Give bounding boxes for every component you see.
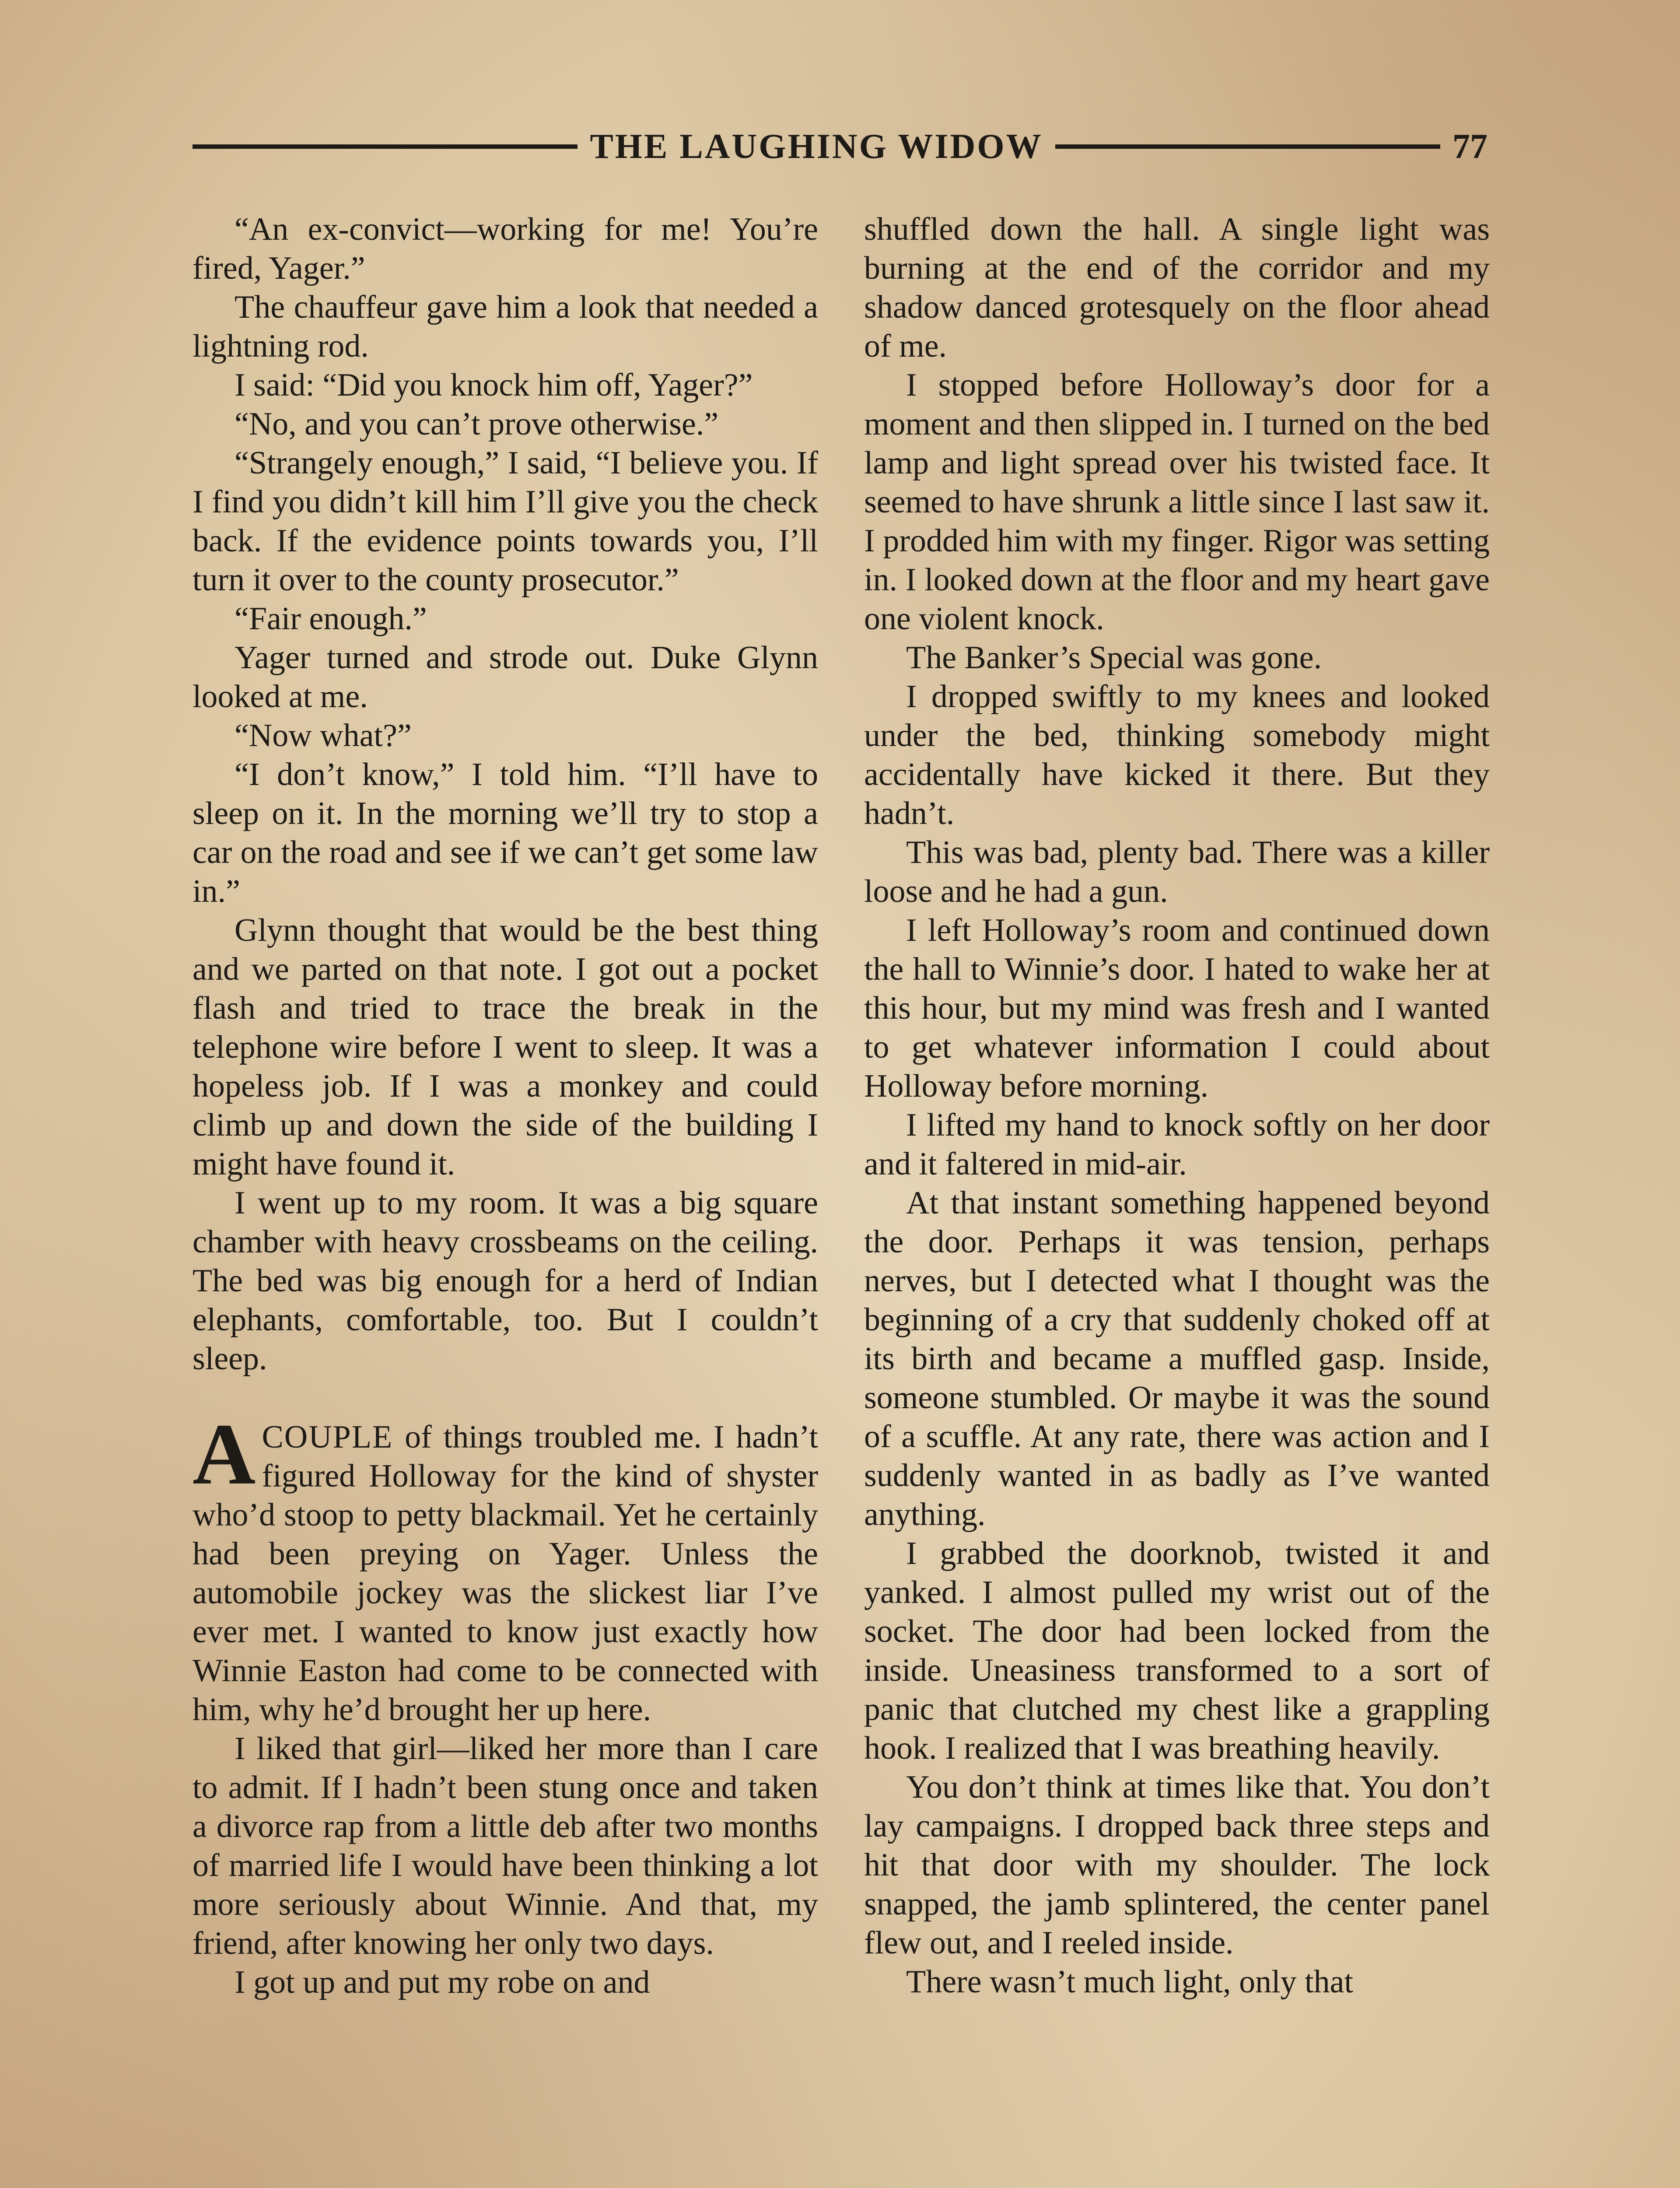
paragraph: This was bad, plenty bad. There was a killer loose and he had a gun. [864, 835, 1490, 909]
paragraph: Yager turned and strode out. Duke Glynn looked at me. [192, 640, 818, 715]
paragraph: There wasn’t much light, only that [906, 1964, 1354, 2000]
drop-cap: A [192, 1406, 256, 1503]
paragraph: You don’t think at times like that. You don’t lay campaigns. I dropped back three steps and hit that door with my shoulder. The lock snapped, the jamb splintered, the center panel flew out, and I reeled inside. [864, 1769, 1490, 1961]
paragraph: “Now what?” [234, 718, 412, 754]
continued-paragraph: shuffled down the hall. A single light was burning at the end of the corridor and my shadow danced grotesquely on the floor ahead of me. [864, 211, 1490, 364]
paragraph: I dropped swiftly to my knees and looked under the bed, thinking somebody might accidentally have kicked it there. But they hadn’t. [864, 679, 1490, 831]
paragraph: I said: “Did you knock him off, Yager?” [234, 367, 753, 403]
lead-words: COUPLE [262, 1419, 393, 1455]
paragraph: The Banker’s Special was gone. [906, 640, 1322, 676]
paragraph: “Fair enough.” [234, 601, 427, 637]
left-column [192, 210, 818, 2002]
section-opening-text: of things troubled me. I hadn’t figured Holloway for the kind of shyster who’d stoop to petty blackmail. Yet he certainly had been preying on Yager. Unless the automobile jockey was the slickest liar I’ve ever met. I wanted to know just exactly how Winnie Easton had come to be connected with him, why he’d brought her up here. [192, 1419, 818, 1728]
paragraph: I left Holloway’s room and continued down the hall to Winnie’s door. I hated to wake her at this hour, but my mind was fresh and I wanted to get whatever information I could about Holloway before morning. [864, 912, 1490, 1104]
paragraph: The chauffeur gave him a look that needed a lightning rod. [192, 289, 818, 364]
paragraph: I stopped before Holloway’s door for a moment and then slipped in. I turned on the bed lamp and light spread over his twisted face. It seemed to have shrunk a little since I last saw it. I prodded him with my finger. Rigor was setting in. I looked down at the floor and my heart gave one violent knock. [864, 367, 1490, 637]
paragraph: “I don’t know,” I told him. “I’ll have to sleep on it. In the morning we’ll try to stop a car on the road and see if we can’t get some law in.” [192, 757, 818, 909]
paragraph: I got up and put my robe on and [234, 1964, 650, 2000]
paragraph: I grabbed the doorknob, twisted it and yanked. I almost pulled my wrist out of the socket. The door had been locked from the inside. Uneasiness transformed to a sort of panic that clutched my chest like a grappling hook. I realized that I was breathing heavily. [864, 1536, 1490, 1766]
header-rule-left [192, 144, 578, 149]
header-rule-right [1055, 144, 1440, 149]
running-header [192, 123, 1488, 171]
paragraph: “Strangely enough,” I said, “I believe you. If I find you didn’t kill him I’ll give you the check back. If the evidence points towards you, I’ll turn it over to the county prosecutor.” [192, 445, 818, 598]
paragraph: At that instant something happened beyond the door. Perhaps it was tension, perhaps nerves, but I detected what I thought was the beginning of a cry that suddenly choked off at its birth and became a muffled gasp. Inside, someone stumbled. Or maybe it was the sound of a scuffle. At any rate, there was action and I suddenly wanted in as badly as I’ve wanted anything. [864, 1185, 1490, 1532]
page-number: 77 [1452, 127, 1488, 166]
paragraph: “No, and you can’t prove otherwise.” [234, 406, 719, 442]
paragraph: I went up to my room. It was a big square chamber with heavy crossbeams on the ceiling. The bed was big enough for a herd of Indian elephants, comfortable, too. But I couldn’t sleep. [192, 1185, 818, 1377]
right-column [864, 210, 1490, 2002]
paragraph: I liked that girl—liked her more than I care to admit. If I hadn’t been stung once and taken a divorce rap from a little deb after two months of married life I would have been thinking a lot more seriously about Winnie. And that, my friend, after knowing her only two days. [192, 1731, 818, 1961]
section-opening-paragraph [192, 1406, 818, 1729]
paragraph: I lifted my hand to knock softly on her door and it faltered in mid-air. [864, 1107, 1490, 1182]
paragraph: “An ex-convict—working for me! You’re fired, Yager.” [192, 211, 818, 286]
paragraph: Glynn thought that would be the best thing and we parted on that note. I got out a pocket flash and tried to trace the break in the telephone wire before I went to sleep. It was a hopeless job. If I was a monkey and could climb up and down the side of the building I might have found it. [192, 912, 818, 1182]
header-title: THE LAUGHING WIDOW [590, 127, 1043, 166]
